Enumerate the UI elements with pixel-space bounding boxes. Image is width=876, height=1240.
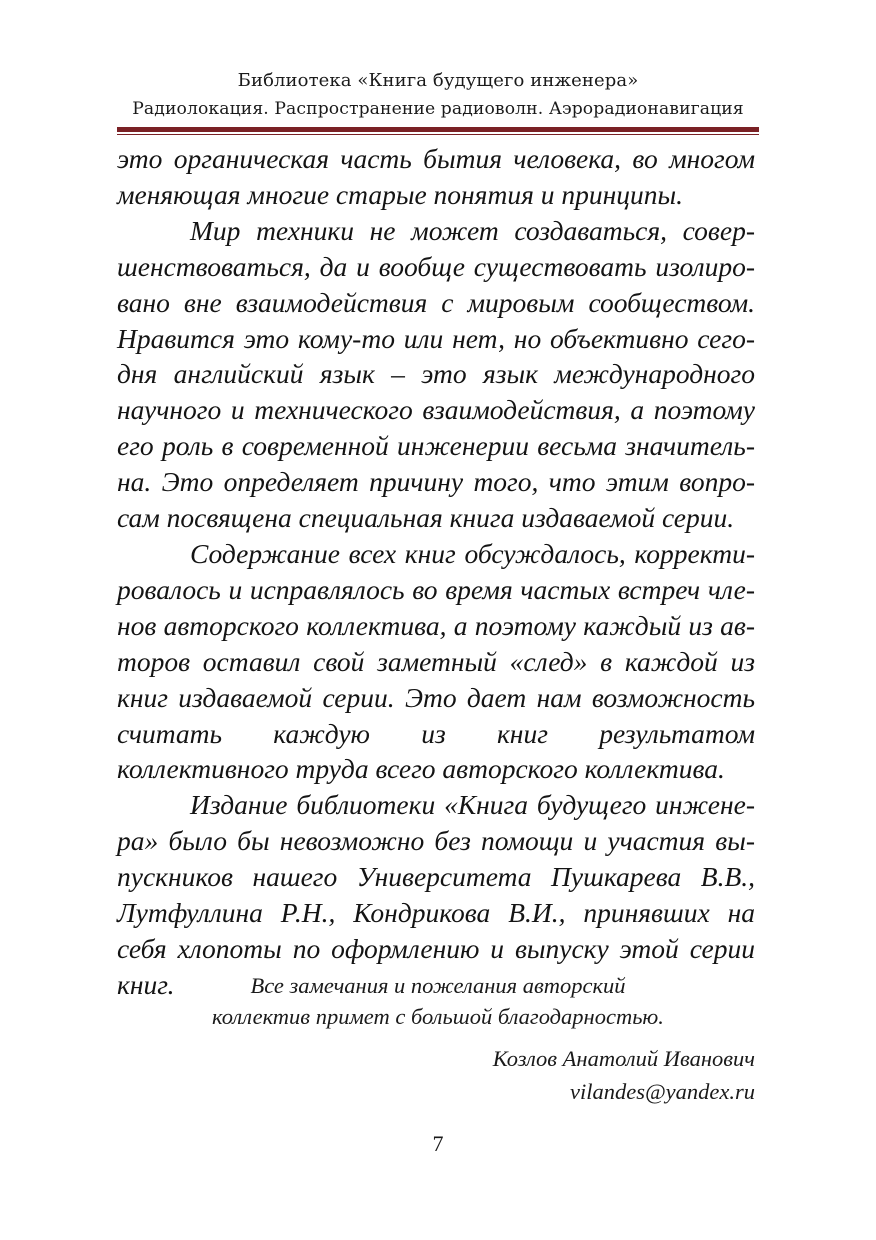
main-text <box>117 141 755 1003</box>
author-email: vilandes@yandex.ru <box>569 1079 755 1104</box>
header-rule-thin <box>117 134 759 135</box>
book-title: Радиолокация. Распространение радиоволн. Аэрорадионавигация <box>132 99 744 119</box>
feedback-note-line: Все замечания и пожелания авторский <box>250 973 626 998</box>
feedback-note <box>117 970 759 1032</box>
feedback-note-line: коллектив примет с большой благодарностью. <box>212 1004 664 1029</box>
page-number: 7 <box>432 1131 444 1156</box>
paragraph: Содержание всех книг обсуждалось, корректировалось и исправлялось во время частых встреч членов авторского коллектива, а поэтому каждый из авторов оставил свой заметный «след» в каждой из книг издаваемой серии. Это дает нам возможность считать каждую из книг результатом коллективного труда всего авторского коллектива. <box>117 537 755 785</box>
paragraph: Издание библиотеки «Книга будущего инженера» было бы невозможно без помощи и участия выпускников нашего Университета Пушкарева В.В., Лутфуллина Р.Н., Кондрикова В.И., принявших на себя хлопоты по оформлению и выпуску этой серии книг. <box>117 789 755 1000</box>
paragraph-continued: это органическая часть бытия человека, во многом меняющая многие старые понятия и принципы. <box>117 143 755 210</box>
series-title: Библиотека «Книга будущего инженера» <box>237 70 639 91</box>
header-rule-thick <box>117 127 759 132</box>
running-header <box>117 66 759 124</box>
author-name: Козлов Анатолий Иванович <box>492 1046 755 1071</box>
signature <box>493 1042 755 1108</box>
paragraph: Мир техники не может создаваться, совершенствоваться, да и вообще существовать изолировано вне взаимодействия с мировым сообществом. Нравится это кому-то или нет, но объективно сегодня английский язык – это язык международного научного и технического взаимодействия, а поэтому его роль в современной инженерии весьма значительна. Это определяет причину того, что этим вопросам посвящена специальная книга издаваемой серии. <box>117 214 755 534</box>
